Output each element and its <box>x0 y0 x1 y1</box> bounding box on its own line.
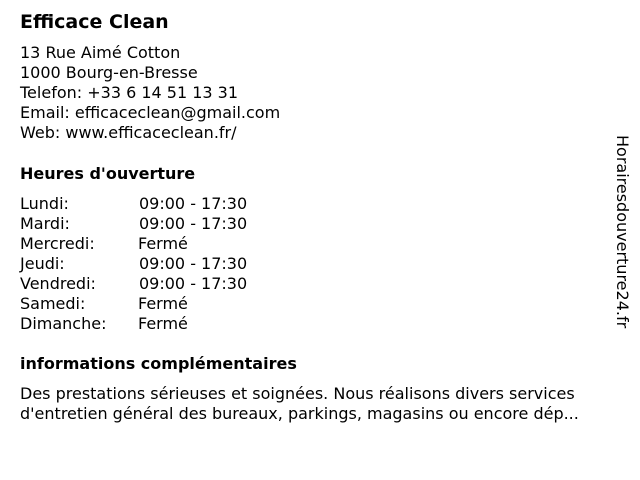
address-city: 1000 Bourg-en-Bresse <box>20 63 198 82</box>
contact-block <box>20 43 280 143</box>
description-line: d'entretien général des bureaux, parkings, magasins ou encore dép... <box>20 404 579 423</box>
business-name: Efficace Clean <box>20 11 169 33</box>
day-hours: Fermé <box>138 234 188 253</box>
day-label: Lundi: <box>20 194 69 213</box>
day-label: Jeudi: <box>20 254 65 273</box>
day-hours: 09:00 - 17:30 <box>139 194 248 213</box>
day-hours: 09:00 - 17:30 <box>139 274 248 293</box>
day-hours: 09:00 - 17:30 <box>139 254 248 273</box>
day-label: Dimanche: <box>20 314 107 333</box>
day-label: Vendredi: <box>20 274 96 293</box>
day-hours: 09:00 - 17:30 <box>139 214 248 233</box>
day-label: Mardi: <box>20 214 70 233</box>
site-watermark: Horairesdouverture24.fr <box>613 135 632 329</box>
phone-number: Telefon: +33 6 14 51 13 31 <box>20 83 239 102</box>
hours-heading: Heures d'ouverture <box>20 164 196 183</box>
address-street: 13 Rue Aimé Cotton <box>20 43 181 62</box>
day-label: Samedi: <box>20 294 86 313</box>
day-hours: Fermé <box>138 294 188 313</box>
description-line: Des prestations sérieuses et soignées. Nous réalisons divers services <box>20 384 575 403</box>
day-label: Mercredi: <box>20 234 95 253</box>
email-address: Email: efficaceclean@gmail.com <box>20 103 281 122</box>
info-heading: informations complémentaires <box>20 354 297 373</box>
business-description <box>20 384 630 424</box>
website: Web: www.efficaceclean.fr/ <box>20 123 237 142</box>
day-hours: Fermé <box>138 314 188 333</box>
